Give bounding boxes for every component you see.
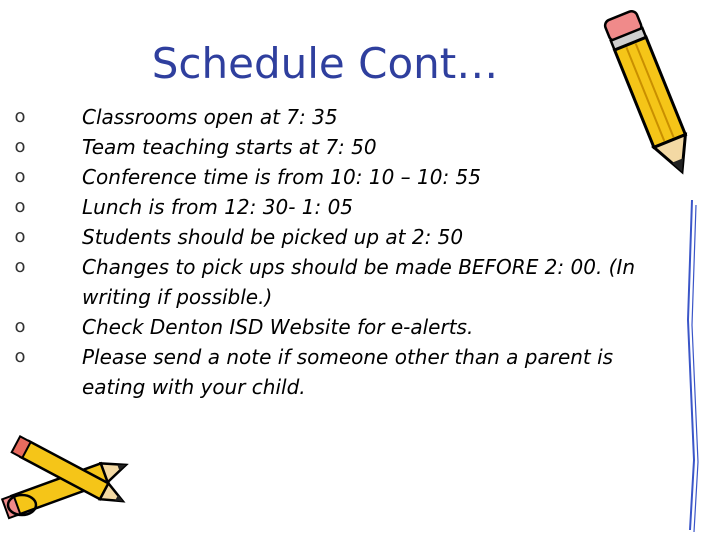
list-item bbox=[10, 132, 660, 162]
pencil-icon bbox=[590, 0, 710, 190]
bullet-icon: o bbox=[14, 226, 26, 247]
item-text: Conference time is from 10: 10 – 10: 55 bbox=[82, 165, 482, 189]
bullet-icon: o bbox=[14, 346, 26, 367]
item-text: Team teaching starts at 7: 50 bbox=[82, 135, 377, 159]
item-text: Please send a note if someone other than a parent is eating with your child. bbox=[82, 345, 614, 399]
bullet-icon: o bbox=[14, 106, 26, 127]
item-text: Check Denton ISD Website for e-alerts. bbox=[82, 315, 474, 339]
item-text: Students should be picked up at 2: 50 bbox=[82, 225, 464, 249]
bullet-icon: o bbox=[14, 166, 26, 187]
pencil-line-icon bbox=[678, 200, 708, 535]
list-item bbox=[10, 312, 660, 342]
list-item bbox=[10, 342, 660, 402]
list-item bbox=[10, 252, 660, 312]
item-text: Lunch is from 12: 30- 1: 05 bbox=[82, 195, 354, 219]
bullet-icon: o bbox=[14, 316, 26, 337]
bullet-icon: o bbox=[14, 256, 26, 277]
slide-title: Schedule Cont… bbox=[151, 39, 499, 88]
list-item bbox=[10, 102, 660, 132]
item-text: Classrooms open at 7: 35 bbox=[82, 105, 338, 129]
list-item bbox=[10, 162, 660, 192]
crossed-pencils-icon bbox=[0, 425, 140, 537]
item-text: Changes to pick ups should be made BEFORE 2: 00. (In writing if possible.) bbox=[82, 255, 636, 309]
bullet-icon: o bbox=[14, 196, 26, 217]
list-item bbox=[10, 222, 660, 252]
bullet-list bbox=[10, 102, 660, 402]
list-item bbox=[10, 192, 660, 222]
bullet-icon: o bbox=[14, 136, 26, 157]
